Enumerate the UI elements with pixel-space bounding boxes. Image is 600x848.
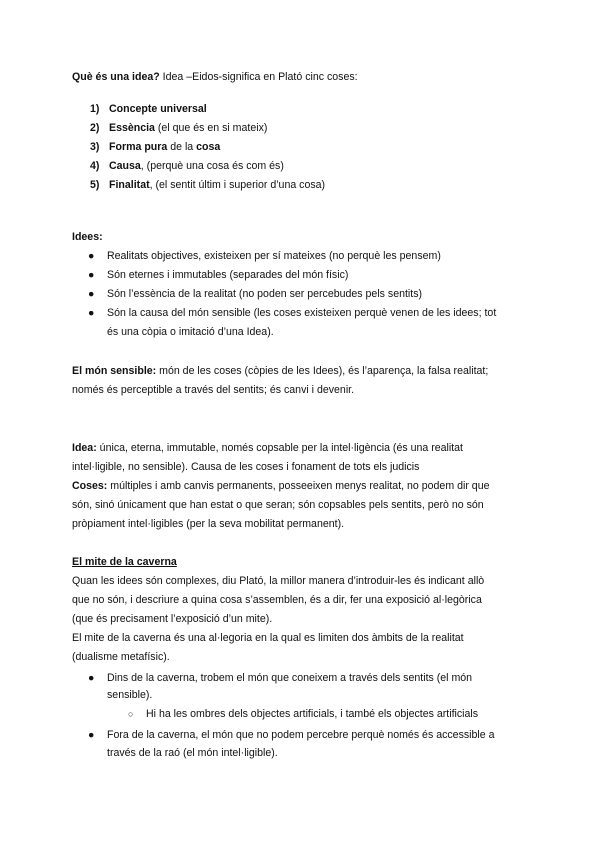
list-item-text: Fora de la caverna, el món que no podem percebre perquè només és accessible a: [107, 729, 495, 741]
mite-para-text: (dualisme metafísic).: [72, 651, 170, 663]
mon-sensible-line: [72, 364, 488, 378]
coses-def-line: [72, 498, 484, 512]
meaning-term: Causa: [109, 160, 141, 172]
list-item-text: Realitats objectives, existeixen per sí mateixes (no perquè les pensem): [107, 250, 441, 262]
mon-sensible-label: El món sensible:: [72, 365, 157, 377]
mite-para1-line: [72, 574, 484, 588]
meaning-term-2: cosa: [196, 141, 221, 153]
idees-heading-text: Idees:: [72, 231, 103, 243]
bullet-icon: ●: [88, 288, 95, 300]
coses-def-text: pròpiament intel·ligibles (per la seva mobilitat permanent).: [72, 518, 345, 530]
meaning-term: Finalitat: [109, 179, 150, 191]
meaning-number: 1): [90, 103, 100, 115]
mite-para2-line: [72, 650, 170, 664]
meaning-term: Essència: [109, 122, 155, 134]
mite-para-text: El mite de la caverna és una al·legoria en la qual es limiten dos àmbits de la realitat: [72, 632, 464, 644]
idea-def-label: Idea:: [72, 442, 97, 454]
meaning-number: 2): [90, 122, 100, 134]
mite-para-text: Quan les idees són complexes, diu Plató, la millor manera d’introduir-les és indicant allò: [72, 575, 485, 587]
list-item-text: Són la causa del món sensible (les coses existeixen perquè venen de les idees; tot: [107, 307, 497, 319]
list-item-text: sensible).: [107, 689, 153, 701]
list-item-text: Són eternes i immutables (separades del món físic): [107, 269, 349, 281]
bullet-icon: ●: [88, 672, 95, 684]
coses-def-line: [72, 479, 489, 493]
coses-def-text: múltiples i amb canvis permanents, posseeixen menys realitat, no podem dir que: [107, 480, 490, 492]
idea-def-line: [72, 460, 419, 474]
meaning-number: 3): [90, 141, 100, 153]
mite-para1-line: [72, 593, 482, 607]
bullet-icon: ●: [88, 729, 95, 741]
list-item-text: través de la raó (el món intel·ligible).: [107, 747, 278, 759]
coses-def-text: són, sinó únicament que han estat o que seran; són copsables pels sentits, però no són: [72, 499, 484, 511]
mite-heading: [72, 555, 177, 569]
meaning-number: 5): [90, 179, 100, 191]
meaning-desc: , (perquè una cosa és com és): [140, 160, 284, 172]
mite-para-text: que no són, i descriure a quina cosa s’assemblen, és a dir, fer una exposició al·legòrica: [72, 594, 482, 606]
meaning-term: Concepte universal: [109, 103, 207, 115]
list-item-text: Són l’essència de la realitat (no poden ser percebudes pels sentits): [107, 288, 423, 300]
list-item-text: és una còpia o imitació d’una Idea).: [107, 326, 274, 338]
intro-text: Idea –Eidos-significa en Plató cinc coses:: [159, 71, 358, 83]
coses-def-label: Coses:: [72, 480, 108, 492]
mon-sensible-line: [72, 383, 354, 397]
mon-sensible-text: només és perceptible a través del sentits; és canvi i devenir.: [72, 384, 355, 396]
meaning-number: 4): [90, 160, 100, 172]
intro-line: [72, 70, 358, 84]
mite-para-text: (que és precisament l’exposició d’un mite).: [72, 613, 273, 625]
sub-list-item-text: Hi ha les ombres dels objectes artificials, i també els objectes artificials: [146, 708, 479, 720]
mon-sensible-text: món de les coses (còpies de les Idees), és l’aparença, la falsa realitat;: [156, 365, 489, 377]
bullet-icon: ●: [88, 269, 95, 281]
intro-question: Què és una idea?: [72, 71, 160, 83]
meaning-desc: de la: [167, 141, 197, 153]
idea-def-text: única, eterna, immutable, només copsable per la intel·ligència (és una realitat: [96, 442, 464, 454]
mite-para2-line: [72, 631, 464, 645]
mite-para1-line: [72, 612, 272, 626]
idea-def-line: [72, 441, 463, 455]
bullet-icon: ●: [88, 250, 95, 262]
meaning-term: Forma pura: [109, 141, 168, 153]
bullet-icon: ●: [88, 307, 95, 319]
meaning-desc: (el que és en si mateix): [154, 122, 268, 134]
mite-heading-text: El mite de la caverna: [72, 556, 177, 568]
idea-def-text: intel·ligible, no sensible). Causa de les coses i fonament de tots els judicis: [72, 461, 420, 473]
idees-heading: [72, 230, 103, 244]
hollow-bullet-icon: ○: [128, 709, 134, 719]
coses-def-line: [72, 517, 344, 531]
meaning-desc: , (el sentit últim i superior d’una cosa): [149, 179, 326, 191]
list-item-text: Dins de la caverna, trobem el món que coneixem a través dels sentits (el món: [107, 672, 473, 684]
